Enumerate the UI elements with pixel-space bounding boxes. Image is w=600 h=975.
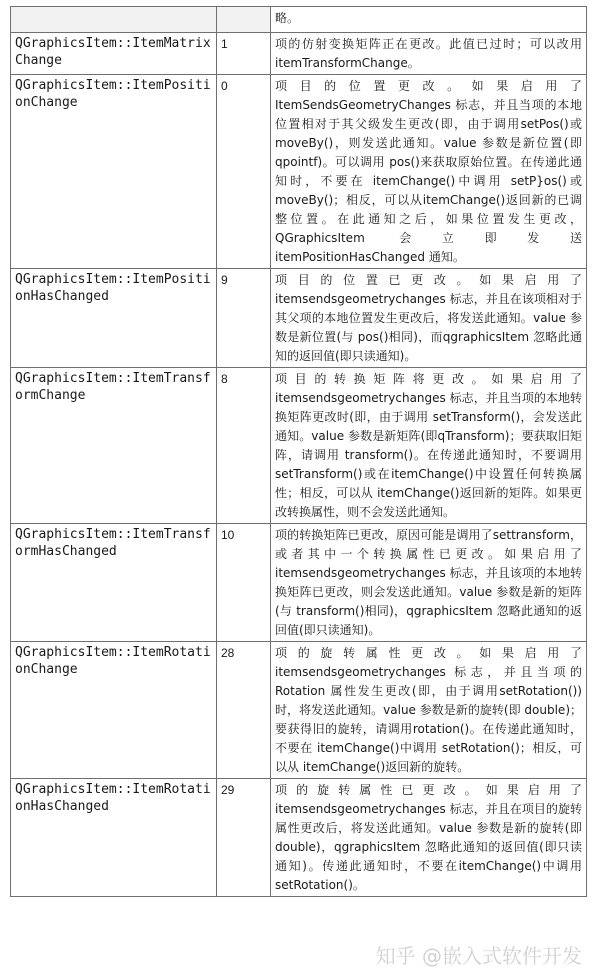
watermark-logo: 知乎 @嵌入式软件开发: [375, 944, 582, 968]
constant-value-cell: 28: [217, 642, 271, 779]
constant-name-cell: QGraphicsItem::ItemPositionChange: [11, 75, 217, 269]
constant-value-cell: 29: [217, 779, 271, 897]
table-row: [11, 642, 587, 779]
description-cell: 项目的转换矩阵将更改。如果启用了itemsendsgeometrychanges 标志，并且当项的本地转换矩阵更改时(即，由于调用 setTransform()，会发送此通知。value 参数是新矩阵(即qTransform)；要获取旧矩阵，请调用 transform()。在传递此通知时，不要调用 setTransform()或在itemChange()中设置任何转换属性；相反，可以从 itemChange()返回新的矩阵。如果更改转换属性，则不会发送此通知。: [271, 368, 587, 524]
constant-name-cell: QGraphicsItem::ItemRotationChange: [11, 642, 217, 779]
table-row: [11, 33, 587, 75]
constant-value-cell: 0: [217, 75, 271, 269]
constant-value-cell: 8: [217, 368, 271, 524]
description-cell: 略。: [271, 7, 587, 33]
table-row: [11, 368, 587, 524]
table-row: [11, 524, 587, 642]
description-cell: 项的旋转属性更改。如果启用了itemsendsgeometrychanges 标志，并且当项的Rotation 属性发生更改(即，由于调用setRotation())时，将发送此通知。value 参数是新的旋转(即 double)；要获得旧的旋转，请调用rotation()。在传递此通知时，不要在 itemChange()中调用 setRotation()；相反，可以从 itemChange()返回新的旋转。: [271, 642, 587, 779]
description-cell: 项的转换矩阵已更改，原因可能是调用了settransform，或者其中一个转换属性已更改。如果启用了 itemsendsgeometrychanges 标志，并且该项的本地转换矩阵已更改，则会发送此通知。value 参数是新的矩阵(与 transform()相同)，qgraphicsItem 忽略此通知的返回值(即只读通知)。: [271, 524, 587, 642]
constant-name-cell: QGraphicsItem::ItemTransformHasChanged: [11, 524, 217, 642]
description-cell: 项目的位置已更改。如果启用了itemsendsgeometrychanges 标志，并且在该项相对于其父项的本地位置发生更改后，将发送此通知。value 参数是新位置(与 pos()相同)，而qgraphicsItem 忽略此通知的返回值(即只读通知)。: [271, 269, 587, 368]
table-row: [11, 779, 587, 897]
constant-value-cell: 1: [217, 33, 271, 75]
constant-name-cell: QGraphicsItem::ItemTransformChange: [11, 368, 217, 524]
constant-name-cell: QGraphicsItem::ItemMatrixChange: [11, 33, 217, 75]
enum-table: [10, 6, 587, 897]
description-cell: 项目的位置更改。如果启用了ItemSendsGeometryChanges 标志，并且当项的本地位置相对于其父级发生更改(即，由于调用setPos()或 moveBy()，则发送此通知。value 参数是新位置(即 qpointf)。可以调用 pos()来获取原始位置。在传递此通知时，不要在 itemChange()中调用 setP}os()或 moveBy()；相反，可以从itemChange()返回新的已调整位置。在此通知之后，如果位置发生更改，QGraphicsItem 会立即发送 itemPositionHasChanged 通知。: [271, 75, 587, 269]
constant-value-cell: [217, 7, 271, 33]
description-cell: 项的仿射变换矩阵正在更改。此值已过时；可以改用 itemTransformChange。: [271, 33, 587, 75]
constant-name-cell: [11, 7, 217, 33]
table-row: [11, 75, 587, 269]
table-row: [11, 269, 587, 368]
constant-value-cell: 10: [217, 524, 271, 642]
constant-value-cell: 9: [217, 269, 271, 368]
constant-name-cell: QGraphicsItem::ItemRotationHasChanged: [11, 779, 217, 897]
table-row: [11, 7, 587, 33]
description-cell: 项的旋转属性已更改。如果启用了itemsendsgeometrychanges 标志，并且在项目的旋转属性更改后，将发送此通知。value 参数是新的旋转(即 double)，qgraphicsItem 忽略此通知的返回值(即只读通知)。传递此通知时，不要在itemChange()中调用 setRotation()。: [271, 779, 587, 897]
constant-name-cell: QGraphicsItem::ItemPositionHasChanged: [11, 269, 217, 368]
